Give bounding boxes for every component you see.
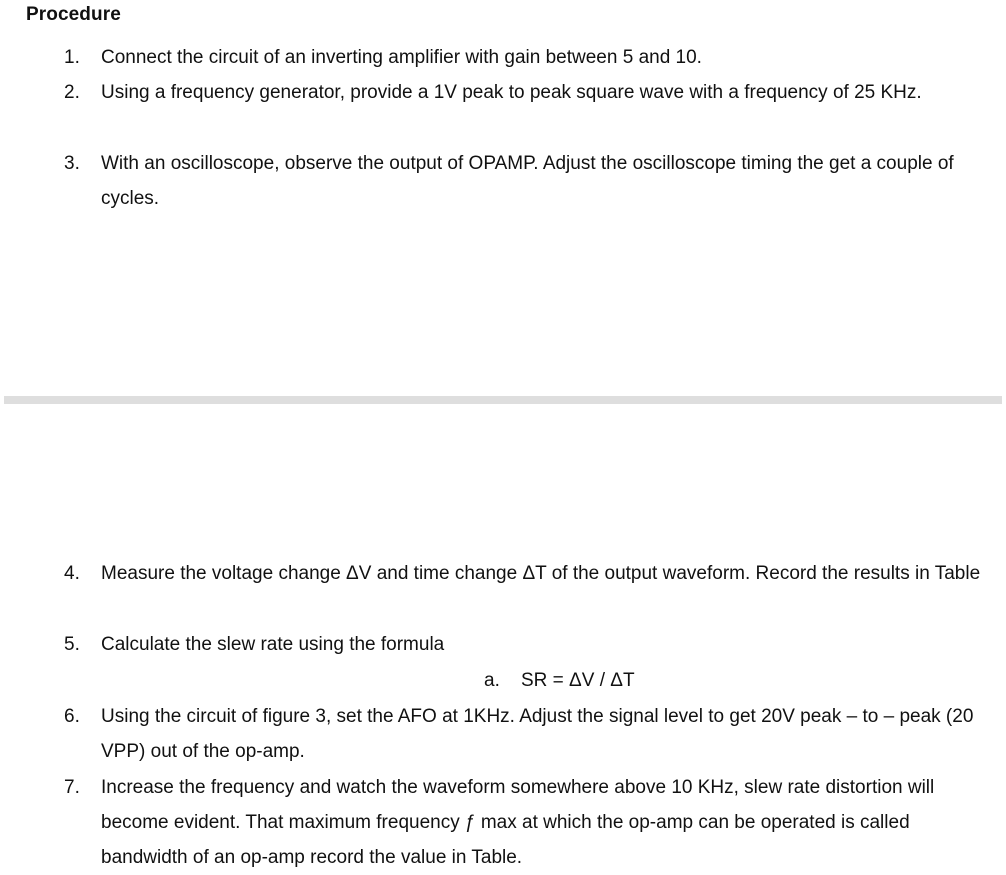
- step-text: Calculate the slew rate using the formula: [101, 634, 445, 655]
- step-number: 1.: [64, 47, 80, 68]
- step-number: 5.: [64, 634, 80, 655]
- step-text: Increase the frequency and watch the waveform somewhere above 10 KHz, slew rate distortion will become evident. That maximum frequency ƒ max at which the op-amp can be operated is called bandwidth of an op-amp record the value in Table.: [101, 777, 935, 868]
- step-number: 4.: [64, 563, 80, 584]
- step-text: Connect the circuit of an inverting amplifier with gain between 5 and 10.: [101, 47, 702, 68]
- formula-letter: a.: [484, 670, 500, 691]
- step-text: With an oscilloscope, observe the output of OPAMP. Adjust the oscilloscope timing the get a couple of cycles.: [101, 153, 954, 209]
- step-number: 2.: [64, 82, 80, 103]
- formula-text: SR = ΔV / ΔT: [521, 670, 635, 691]
- step-text: Using a frequency generator, provide a 1V peak to peak square wave with a frequency of 25 KHz.: [101, 82, 922, 103]
- step-text: Using the circuit of figure 3, set the AFO at 1KHz. Adjust the signal level to get 20V peak – to – peak (20 VPP) out of the op-amp.: [101, 706, 974, 762]
- section-heading: Procedure: [26, 4, 121, 25]
- step-number: 7.: [64, 777, 80, 798]
- step-number: 3.: [64, 153, 80, 174]
- page-divider: [4, 396, 1002, 404]
- step-number: 6.: [64, 706, 80, 727]
- step-text: Measure the voltage change ΔV and time change ΔT of the output waveform. Record the results in Table: [101, 563, 981, 584]
